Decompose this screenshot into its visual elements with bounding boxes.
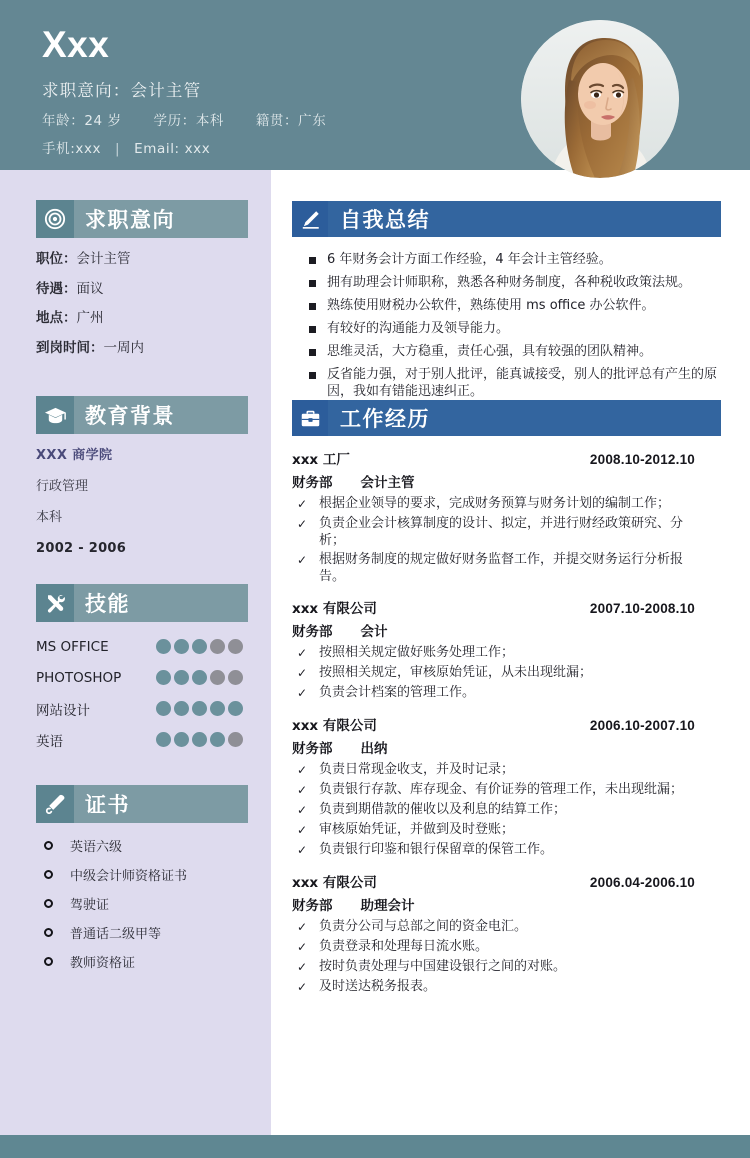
- skill-name: 网站设计: [36, 702, 90, 719]
- summary-item: [292, 343, 721, 360]
- job-company: xxx 有限公司: [292, 718, 377, 734]
- education-title: 教育背景: [74, 396, 248, 434]
- certificate-item: [36, 952, 248, 970]
- dot-filled: [156, 639, 171, 654]
- summary-item: [292, 320, 721, 337]
- job-date-range: 2006.04-2006.10: [589, 875, 695, 890]
- job-department: 财务部: [292, 898, 333, 914]
- section-education: [36, 396, 248, 573]
- email-value: Email: xxx: [134, 140, 211, 157]
- skills-header: [36, 584, 248, 622]
- education-degree: 本科: [36, 510, 63, 525]
- check-icon: ✓: [297, 517, 308, 531]
- job-header-row: [292, 597, 721, 617]
- header-meta-line-1: [42, 109, 482, 129]
- job-duty: [292, 684, 721, 702]
- duty-text: 负责到期借款的催收以及利息的结算工作；: [319, 802, 567, 817]
- job-company: xxx 有限公司: [292, 875, 377, 891]
- briefcase-icon-svg: [300, 408, 321, 429]
- bullet-icon: [44, 928, 53, 937]
- job-objective-title: 求职意向: [74, 200, 248, 238]
- objective-value: 面议: [76, 280, 104, 297]
- summary-text: 思维灵活，大方稳重，责任心强，具有较强的团队精神。: [327, 344, 653, 359]
- square-bullet-icon: [309, 280, 316, 287]
- certificate-item: [36, 894, 248, 912]
- job-entry: [292, 448, 721, 585]
- job-position: 助理会计: [360, 898, 415, 914]
- origin-label: 籍贯：: [255, 112, 299, 129]
- summary-item: [292, 366, 721, 400]
- skills-body: [36, 624, 248, 749]
- job-date-range: 2008.10-2012.10: [589, 452, 695, 467]
- check-icon: ✓: [297, 763, 308, 777]
- summary-text: 有较好的沟通能力及领导能力。: [327, 321, 510, 336]
- objective-row: [36, 339, 248, 356]
- job-role-row: [292, 894, 721, 914]
- dot-filled: [156, 670, 171, 685]
- summary-item: [292, 274, 721, 291]
- job-date-range: 2006.10-2007.10: [589, 718, 695, 733]
- origin-value: 广东: [298, 112, 327, 129]
- certificate-scroll-icon: [36, 785, 74, 823]
- main-column: [271, 170, 750, 1135]
- tools-icon: [36, 584, 74, 622]
- certificates-body: [36, 825, 248, 970]
- education-body: [36, 436, 248, 555]
- certificates-header: [36, 785, 248, 823]
- duty-text: 负责登录和处理每日流水账。: [319, 939, 489, 954]
- job-header-row: [292, 714, 721, 734]
- dot-filled: [192, 639, 207, 654]
- bullet-icon: [44, 841, 53, 850]
- portrait-photo-icon: [521, 20, 679, 178]
- graduation-cap-icon: [36, 396, 74, 434]
- briefcase-icon: [292, 400, 328, 436]
- dot-empty: [228, 670, 243, 685]
- section-job-objective: [36, 200, 248, 371]
- summary-item: [292, 297, 721, 314]
- self-summary-title: 自我总结: [328, 201, 721, 237]
- check-icon: ✓: [297, 686, 308, 700]
- section-self-summary: [292, 201, 721, 406]
- duty-text: 负责企业会计核算制度的设计、拟定，并进行财经政策研究、分析；: [319, 516, 684, 548]
- certificate-item: [36, 865, 248, 883]
- skill-row: [36, 637, 248, 656]
- objective-value: 会计主管: [76, 251, 131, 267]
- skill-rating-dots: [156, 670, 243, 685]
- duty-text: 按照相关规定做好账务处理工作；: [319, 645, 515, 660]
- skill-row: [36, 668, 248, 687]
- job-department: 财务部: [292, 475, 333, 491]
- job-duty: [292, 958, 721, 976]
- header-meta-line-2: [42, 137, 482, 157]
- certificate-label: 普通话二级甲等: [70, 926, 162, 942]
- dot-empty: [210, 670, 225, 685]
- resume-header: [0, 0, 750, 170]
- dot-filled: [228, 701, 243, 716]
- objective-row: [36, 253, 248, 267]
- skills-title: 技能: [74, 584, 248, 622]
- duty-text: 审核原始凭证，并做到及时登账；: [319, 822, 515, 837]
- job-duty: [292, 821, 721, 839]
- duty-text: 按照相关规定，审核原始凭证，从未出现纰漏；: [319, 665, 593, 680]
- job-duty: [292, 761, 721, 779]
- objective-label: 待遇：: [36, 280, 77, 297]
- check-icon: ✓: [297, 920, 308, 934]
- dot-filled: [174, 732, 189, 747]
- certificate-scroll-icon-svg: [44, 793, 67, 816]
- age-value: 24 岁: [84, 112, 122, 129]
- job-duty: [292, 841, 721, 859]
- section-certificates: [36, 785, 248, 981]
- check-icon: ✓: [297, 497, 308, 511]
- header-objective: 求职意向：会计主管: [42, 80, 202, 100]
- certificate-label: 驾驶证: [70, 897, 110, 913]
- job-position: 会计: [360, 624, 388, 640]
- check-icon: ✓: [297, 960, 308, 974]
- square-bullet-icon: [309, 326, 316, 333]
- avatar: [521, 20, 679, 178]
- square-bullet-icon: [309, 257, 316, 264]
- education-school: XXX 商学院: [36, 448, 113, 463]
- check-icon: ✓: [297, 940, 308, 954]
- job-role-row: [292, 737, 721, 757]
- skill-name: 英语: [36, 733, 63, 750]
- job-duty: [292, 801, 721, 819]
- pen-edit-icon-svg: [300, 209, 321, 230]
- job-company: xxx 工厂: [292, 452, 350, 468]
- candidate-name: Xxx: [42, 24, 110, 65]
- check-icon: ✓: [297, 843, 308, 857]
- dot-filled: [192, 670, 207, 685]
- job-role-row: [292, 471, 721, 491]
- dot-empty: [228, 639, 243, 654]
- skill-row: [36, 699, 248, 718]
- certificate-item: [36, 923, 248, 941]
- job-entry: [292, 597, 721, 702]
- check-icon: ✓: [297, 553, 308, 567]
- footer-bar: [0, 1135, 750, 1158]
- job-duty: [292, 515, 721, 549]
- job-header-row: [292, 448, 721, 468]
- summary-item: [292, 251, 721, 268]
- section-skills: [36, 584, 248, 761]
- pen-edit-icon: [292, 201, 328, 237]
- certificates-title: 证书: [74, 785, 248, 823]
- objective-label: 职位：: [36, 251, 77, 267]
- certificate-label: 中级会计师资格证书: [70, 868, 188, 884]
- square-bullet-icon: [309, 349, 316, 356]
- certificate-label: 教师资格证: [70, 955, 136, 971]
- check-icon: ✓: [297, 666, 308, 680]
- work-experience-title: 工作经历: [328, 400, 721, 436]
- job-duty: [292, 938, 721, 956]
- section-work-experience: [292, 400, 721, 998]
- duty-text: 负责会计档案的管理工作。: [319, 685, 476, 700]
- dot-filled: [156, 732, 171, 747]
- skill-rating-dots: [156, 732, 243, 747]
- objective-row: [36, 312, 248, 326]
- dot-filled: [156, 701, 171, 716]
- duty-text: 负责分公司与总部之间的资金电汇。: [319, 919, 528, 934]
- duty-text: 负责日常现金收支，并及时记录；: [319, 762, 515, 777]
- job-duty: [292, 664, 721, 682]
- job-objective-header: [36, 200, 248, 238]
- education-years: 2002 - 2006: [36, 541, 127, 556]
- job-entry: [292, 871, 721, 996]
- objective-label: 到岗时间：: [36, 339, 104, 356]
- job-date-range: 2007.10-2008.10: [589, 601, 695, 616]
- dot-filled: [174, 639, 189, 654]
- education-header: [36, 396, 248, 434]
- skill-name: PHOTOSHOP: [36, 669, 122, 686]
- skill-rating-dots: [156, 701, 243, 716]
- job-role-row: [292, 620, 721, 640]
- dot-filled: [192, 701, 207, 716]
- phone-value: 手机:xxx: [42, 140, 102, 157]
- education-label: 学历：: [153, 112, 196, 129]
- bullet-icon: [44, 870, 53, 879]
- target-icon: [36, 200, 74, 238]
- objective-value: 广州: [76, 310, 104, 326]
- job-position: 出纳: [360, 741, 388, 757]
- square-bullet-icon: [309, 303, 316, 310]
- dot-filled: [174, 670, 189, 685]
- target-icon-svg: [44, 208, 66, 230]
- age-label: 年龄：: [42, 112, 85, 129]
- check-icon: ✓: [297, 783, 308, 797]
- summary-text: 熟练使用财税办公软件，熟练使用 ms office 办公软件。: [327, 298, 655, 313]
- sidebar: [0, 170, 271, 1135]
- certificate-label: 英语六级: [70, 839, 123, 855]
- bullet-icon: [44, 957, 53, 966]
- duty-text: 负责银行印鉴和银行保留章的保管工作。: [319, 842, 554, 857]
- duty-text: 根据财务制度的规定做好财务监督工作，并提交财务运行分析报告。: [319, 552, 684, 584]
- duty-text: 负责银行存款、库存现金、有价证券的管理工作，未出现纰漏；: [319, 782, 684, 797]
- skill-name: MS OFFICE: [36, 638, 109, 655]
- graduation-cap-icon-svg: [44, 404, 67, 427]
- job-department: 财务部: [292, 741, 333, 757]
- certificate-item: [36, 836, 248, 854]
- square-bullet-icon: [309, 372, 316, 379]
- job-company: xxx 有限公司: [292, 601, 377, 617]
- work-experience-header: [292, 400, 721, 436]
- duty-text: 根据企业领导的要求，完成财务预算与财务计划的编制工作；: [319, 496, 671, 511]
- education-value: 本科: [195, 112, 225, 129]
- summary-text: 6 年财务会计方面工作经验，4 年会计主管经验。: [327, 252, 612, 267]
- job-duty: [292, 781, 721, 799]
- tools-icon-svg: [44, 592, 67, 615]
- dot-filled: [174, 701, 189, 716]
- summary-text: 拥有助理会计师职称，熟悉各种财务制度，各种税收政策法规。: [327, 275, 692, 290]
- objective-value: 一周内: [103, 339, 144, 356]
- job-entry: [292, 714, 721, 859]
- job-duty: [292, 978, 721, 996]
- dot-empty: [228, 732, 243, 747]
- job-department: 财务部: [292, 624, 333, 640]
- self-summary-list: [292, 239, 721, 400]
- job-position: 会计主管: [360, 475, 415, 491]
- dot-filled: [210, 701, 225, 716]
- bullet-icon: [44, 899, 53, 908]
- check-icon: ✓: [297, 823, 308, 837]
- job-duty: [292, 918, 721, 936]
- job-objective-body: [36, 240, 248, 355]
- job-duty: [292, 644, 721, 662]
- dot-filled: [192, 732, 207, 747]
- objective-row: [36, 280, 248, 297]
- summary-text: 反省能力强，对于别人批评，能真诚接受，别人的批评总有产生的原因，我如有错能迅速纠正。: [327, 367, 718, 399]
- self-summary-header: [292, 201, 721, 237]
- skill-row: [36, 730, 248, 749]
- job-duty: [292, 495, 721, 513]
- job-header-row: [292, 871, 721, 891]
- check-icon: ✓: [297, 646, 308, 660]
- check-icon: ✓: [297, 803, 308, 817]
- dot-empty: [210, 639, 225, 654]
- meta-separator: |: [115, 140, 121, 157]
- check-icon: ✓: [297, 980, 308, 994]
- skill-rating-dots: [156, 639, 243, 654]
- duty-text: 及时送达税务报表。: [319, 979, 437, 994]
- header-text-block: [42, 26, 482, 157]
- dot-filled: [210, 732, 225, 747]
- duty-text: 按时负责处理与中国建设银行之间的对账。: [319, 959, 567, 974]
- objective-label: 地点：: [36, 310, 77, 326]
- education-major: 行政管理: [36, 479, 89, 494]
- job-duty: [292, 551, 721, 585]
